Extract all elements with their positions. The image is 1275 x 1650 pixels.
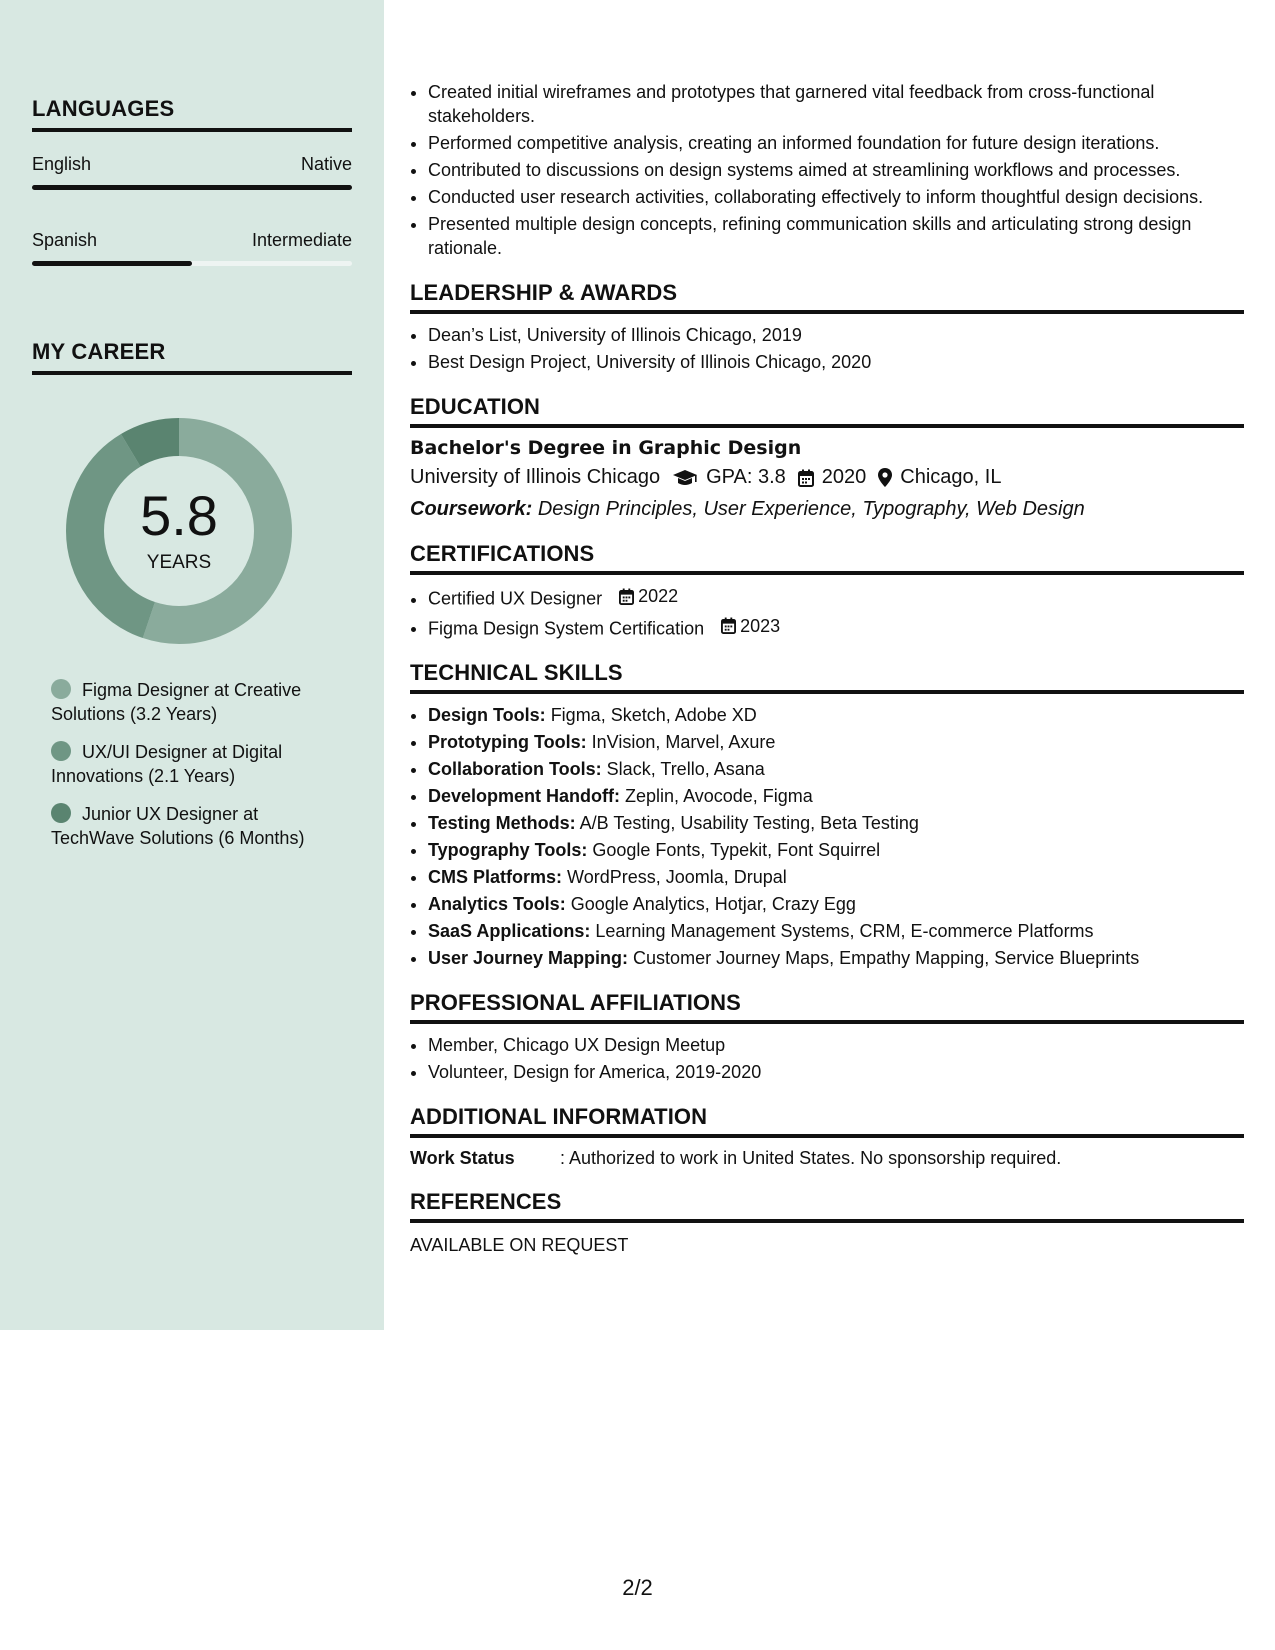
language-name: Spanish [32, 230, 98, 250]
education-section [410, 394, 1244, 521]
work-status-row [410, 1148, 1244, 1169]
section-title: EDUCATION [410, 394, 1244, 428]
career-legend [51, 678, 331, 864]
skill-value: Slack, Trello, Asana [606, 759, 765, 779]
skill-label: Prototyping Tools: [428, 732, 587, 752]
certification-name: Figma Design System Certification [428, 618, 705, 638]
skill-value: WordPress, Joomla, Drupal [567, 867, 787, 887]
calendar-icon [721, 617, 736, 634]
sidebar [0, 0, 384, 1330]
skill-value: Figma, Sketch, Adobe XD [550, 705, 757, 725]
page-number: 2/2 [622, 1575, 653, 1600]
languages-section [32, 96, 352, 266]
gpa: GPA: 3.8 [706, 466, 786, 488]
skill-label: Collaboration Tools: [428, 759, 602, 779]
main-content [410, 80, 1244, 1256]
skill-item [428, 919, 1244, 943]
calendar-icon [798, 469, 814, 487]
experience-bullet: • Presented multiple design concepts, refining communication skills and articulating strong design rationale. [428, 212, 1244, 260]
calendar-icon [619, 588, 634, 605]
skill-label: Design Tools: [428, 705, 546, 725]
language-level: Intermediate [251, 230, 352, 250]
skills-section [410, 660, 1244, 970]
skill-item [428, 703, 1244, 727]
skill-value: InVision, Marvel, Axure [591, 732, 776, 752]
legend-dot-icon [51, 679, 71, 699]
degree-title: Bachelor's Degree in Graphic Design [410, 437, 802, 459]
career-legend-item [51, 740, 331, 788]
career-legend-item [51, 678, 331, 726]
career-donut-chart [66, 418, 292, 644]
language-proficiency-fill [32, 185, 352, 190]
section-title: PROFESSIONAL AFFILIATIONS [410, 990, 1244, 1024]
skill-label: User Journey Mapping: [428, 948, 629, 968]
career-total-unit: YEARS [146, 552, 212, 573]
language-item [32, 230, 352, 266]
skill-label: CMS Platforms: [428, 867, 563, 887]
skill-item [428, 946, 1244, 970]
certification-item [428, 614, 1244, 641]
career-legend-item [51, 802, 331, 850]
language-name: English [32, 154, 92, 174]
leadership-section [410, 280, 1244, 374]
graduation-cap-icon [672, 469, 698, 487]
certifications-section [410, 541, 1244, 640]
language-item [32, 154, 352, 190]
certification-item [428, 584, 1244, 611]
skill-item [428, 811, 1244, 835]
skill-label: Analytics Tools: [428, 894, 566, 914]
certification-name: Certified UX Designer [428, 588, 603, 609]
skill-item [428, 730, 1244, 754]
skill-label: Development Handoff: [428, 786, 621, 806]
experience-bullet: • Performed competitive analysis, creating an informed foundation for future design iterations. [428, 131, 1244, 155]
career-legend-label: UX/UI Designer at Digital Innovations (2.1 Years) [51, 742, 283, 786]
language-proficiency-bar [32, 261, 352, 266]
experience-bullets [410, 80, 1244, 260]
skill-label: SaaS Applications: [428, 921, 591, 941]
skill-item [428, 757, 1244, 781]
certification-year: 2022 [638, 586, 679, 606]
section-title: ADDITIONAL INFORMATION [410, 1104, 1244, 1138]
school-name: University of Illinois Chicago [410, 466, 661, 488]
work-status-label: Work Status [410, 1148, 515, 1168]
career-legend-label: Junior UX Designer at TechWave Solutions (6 Months) [51, 804, 305, 848]
skill-item [428, 892, 1244, 916]
coursework-list: Design Principles, User Experience, Typography, Web Design [537, 498, 1085, 520]
career-total-value: 5.8 [140, 484, 218, 547]
section-title: TECHNICAL SKILLS [410, 660, 1244, 694]
award-item: • Dean’s List, University of Illinois Chicago, 2019 [428, 323, 1244, 347]
coursework-label: Coursework: [410, 498, 533, 520]
language-proficiency-fill [32, 261, 192, 266]
affiliations-section [410, 990, 1244, 1084]
legend-dot-icon [51, 741, 71, 761]
references-text: AVAILABLE ON REQUEST [410, 1235, 629, 1255]
experience-bullet: • Created initial wireframes and prototypes that garnered vital feedback from cross-functional stakeholders. [428, 80, 1244, 128]
section-title: CERTIFICATIONS [410, 541, 1244, 575]
languages-heading: LANGUAGES [32, 96, 352, 132]
affiliation-item: • Volunteer, Design for America, 2019-2020 [428, 1060, 1244, 1084]
skill-item [428, 784, 1244, 808]
affiliation-item: • Member, Chicago UX Design Meetup [428, 1033, 1244, 1057]
award-item: • Best Design Project, University of Illinois Chicago, 2020 [428, 350, 1244, 374]
language-proficiency-bar [32, 185, 352, 190]
section-title: REFERENCES [410, 1189, 1244, 1223]
skill-value: Learning Management Systems, CRM, E-commerce Platforms [595, 921, 1094, 941]
skill-value: Zeplin, Avocode, Figma [625, 786, 813, 806]
experience-bullet: • Contributed to discussions on design systems aimed at streamlining workflows and processes. [428, 158, 1244, 182]
education-meta [410, 466, 1244, 489]
skill-value: Google Analytics, Hotjar, Crazy Egg [570, 894, 856, 914]
location-pin-icon [878, 468, 892, 487]
additional-info-section [410, 1104, 1244, 1169]
skill-item [428, 865, 1244, 889]
legend-dot-icon [51, 803, 71, 823]
skill-item [428, 838, 1244, 862]
coursework [410, 498, 1244, 521]
school-location: Chicago, IL [900, 466, 1002, 488]
work-status-value: : Authorized to work in United States. No sponsorship required. [560, 1148, 1062, 1168]
skill-value: Google Fonts, Typekit, Font Squirrel [592, 840, 881, 860]
skill-label: Typography Tools: [428, 840, 588, 860]
references-section [410, 1189, 1244, 1256]
career-section [32, 339, 352, 375]
certification-year: 2023 [740, 615, 781, 636]
language-level: Native [300, 154, 352, 174]
experience-bullet: • Conducted user research activities, collaborating effectively to inform thoughtful design decisions. [428, 185, 1244, 209]
skill-value: Customer Journey Maps, Empathy Mapping, Service Blueprints [633, 948, 1140, 968]
skill-value: A/B Testing, Usability Testing, Beta Testing [579, 813, 919, 833]
section-title: LEADERSHIP & AWARDS [410, 280, 1244, 314]
career-legend-label: Figma Designer at Creative Solutions (3.2 Years) [51, 680, 302, 724]
career-heading: MY CAREER [32, 339, 352, 375]
skill-label: Testing Methods: [428, 813, 576, 833]
graduation-year: 2020 [821, 466, 867, 488]
